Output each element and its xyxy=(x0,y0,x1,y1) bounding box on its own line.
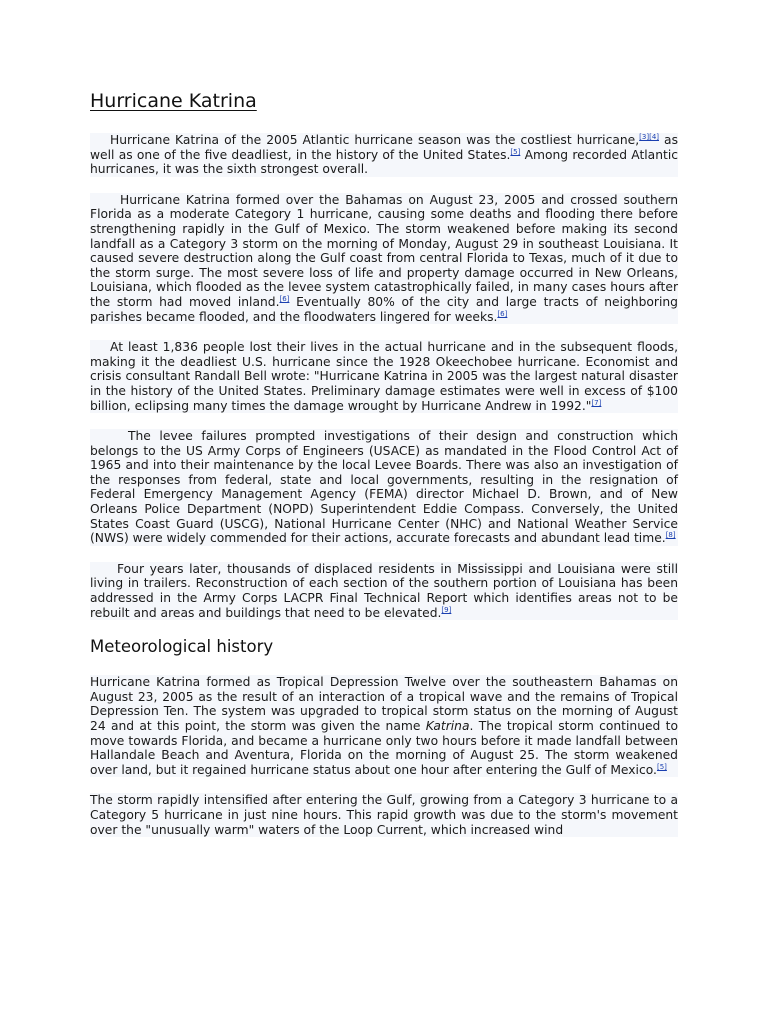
paragraph-text: as well as one of the five deadliest, in the history of the United States. xyxy=(90,133,679,162)
paragraph-text: . The tropical storm continued to move towards Florida, and became a hurricane only two hours before it made landfall between Hallandale Beach and Aventura, Florida on the morning of August 25. The storm weakened over land, but it regained hurricane status about one hour after entering the Gulf of Mexico. xyxy=(90,719,679,777)
section-paragraph-1 xyxy=(90,675,678,777)
paragraph-text: Hurricane Katrina of the 2005 Atlantic hurricane season was the costliest hurricane, xyxy=(110,133,640,147)
article-title: Hurricane Katrina xyxy=(90,90,257,112)
intro-paragraph-5 xyxy=(90,562,678,620)
article-body xyxy=(90,88,678,853)
citation-link[interactable]: [9] xyxy=(441,605,452,614)
paragraph-text: The levee failures prompted investigations of their design and construction which belongs to the US Army Corps of Engineers (USACE) as mandated in the Flood Control Act of 1965 and into their maintenance by the local Levee Boards. There was also an investigation of the responses from federal, state and local governments, resulting in the resignation of Federal Emergency Management Agency (FEMA) director Michael D. Brown, and of New Orleans Police Department (NOPD) Superintendent Eddie Compass. Conversely, the United States Coast Guard (USCG), National Hurricane Center (NHC) and National Weather Service (NWS) were widely commended for their actions, accurate forecasts and abundant lead time. xyxy=(90,429,678,546)
citation-link[interactable]: [3][4] xyxy=(639,133,660,141)
paragraph-text: Hurricane Katrina formed over the Bahamas on August 23, 2005 and crossed southern Florida as a moderate Category 1 hurricane, causing some deaths and flooding there before strengthening rapidly in the Gulf of Mexico. The storm weakened before making its second landfall as a Category 3 storm on the morning of Monday, August 29 in southeast Louisiana. It caused severe destruction along the Gulf coast from central Florida to Texas, much of it due to the storm surge. The most severe loss of life and property damage occurred in New Orleans, Louisiana, which flooded as the levee system catastrophically failed, in many cases hours after the storm had moved inland. xyxy=(90,192,678,309)
intro-paragraph-3 xyxy=(90,340,678,413)
intro-paragraph-2 xyxy=(90,193,678,324)
paragraph-text: The storm rapidly intensified after entering the Gulf, growing from a Category 3 hurricane to a Category 5 hurricane in just nine hours. This rapid growth was due to the storm's movement over the "unusually warm" waters of the Loop Current, which increased wind xyxy=(90,793,678,837)
paragraph-text: Hurricane Katrina formed as Tropical Depression Twelve over the southeastern Bahamas on August 23, 2005 as the result of an interaction of a tropical wave and the remains of Tropical Depression Ten. The system was upgraded to tropical storm status on the morning of August 24 and at this point, the storm was given the name xyxy=(90,675,678,733)
citation-link[interactable]: [6] xyxy=(279,294,290,303)
paragraph-text: Among recorded Atlantic hurricanes, it was the sixth strongest overall. xyxy=(90,147,679,177)
intro-paragraph-1 xyxy=(90,133,678,177)
citation-link[interactable]: [5] xyxy=(656,762,667,771)
storm-name: Katrina xyxy=(425,719,470,733)
section-paragraph-2 xyxy=(90,793,678,837)
citation-link[interactable]: [8] xyxy=(665,531,676,540)
section-heading: Meteorological history xyxy=(90,637,274,657)
citation-link[interactable]: [6] xyxy=(497,309,508,318)
paragraph-text: Four years later, thousands of displaced residents in Mississippi and Louisiana were still living in trailers. Reconstruction of each section of the southern portion of Louisiana has been addressed in the Army Corps LACPR Final Technical Report which identifies areas not to be rebuilt and areas and buildings that need to be elevated. xyxy=(90,561,678,620)
paragraph-text: Eventually 80% of the city and large tracts of neighboring parishes became flooded, and the floodwaters lingered for weeks. xyxy=(90,294,678,324)
citation-link[interactable]: [7] xyxy=(591,398,602,407)
intro-paragraph-4 xyxy=(90,429,678,546)
citation-link[interactable]: [5] xyxy=(510,147,521,156)
page-fade-overlay xyxy=(0,894,768,1024)
paragraph-text: At least 1,836 people lost their lives in the actual hurricane and in the subsequent floods, making it the deadliest U.S. hurricane since the 1928 Okeechobee hurricane. Economist and crisis consultant Randall Bell wrote: "Hurricane Katrina in 2005 was the largest natural disaster in the history of the United States. Preliminary damage estimates were well in excess of $100 billion, eclipsing many times the damage wrought by Hurricane Andrew in 1992." xyxy=(90,340,678,413)
